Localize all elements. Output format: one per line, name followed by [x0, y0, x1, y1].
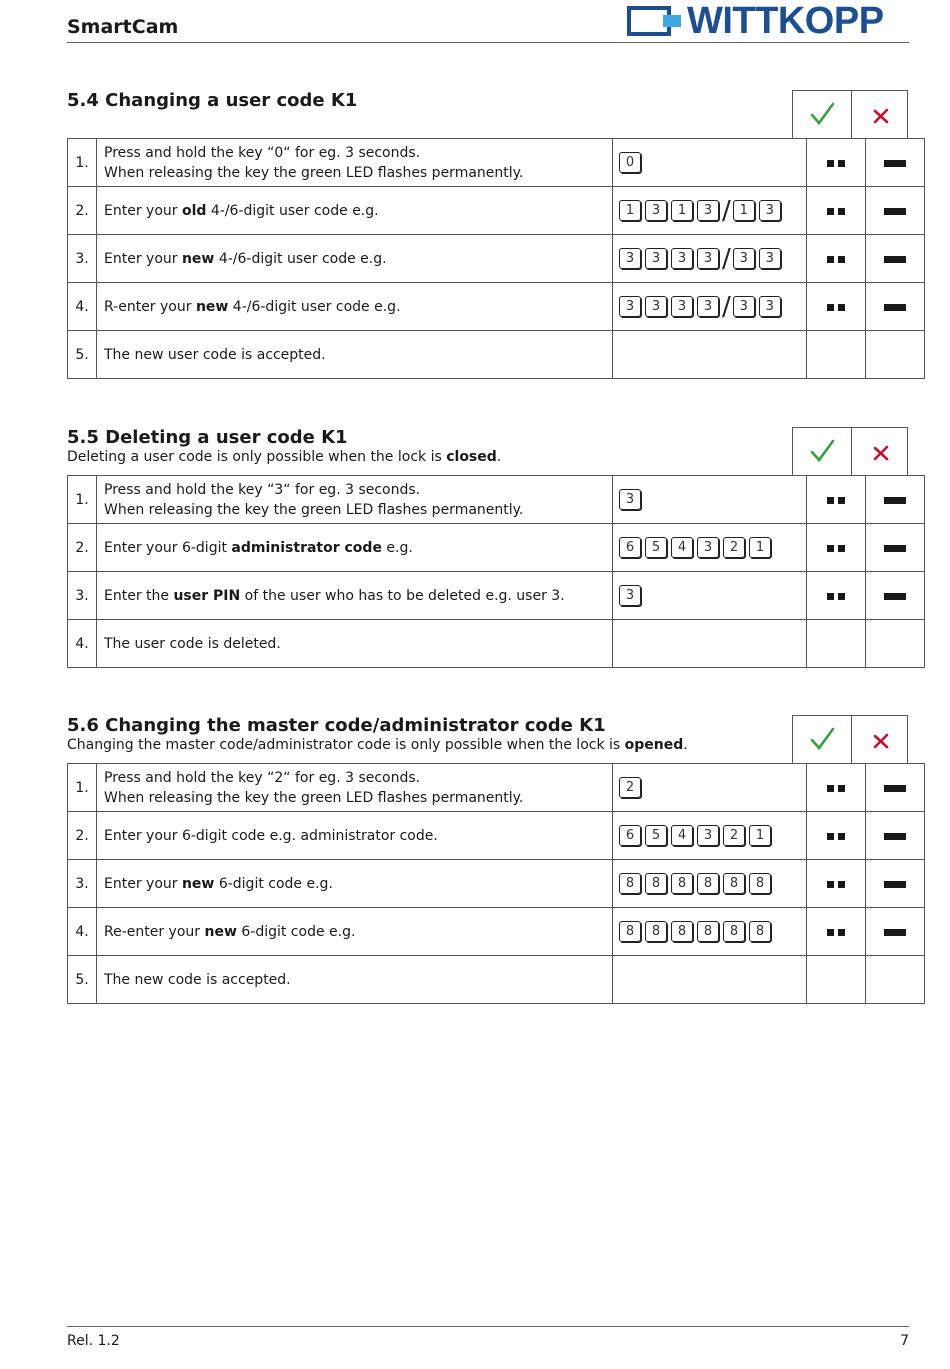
key-row [619, 921, 806, 942]
keypad-key: 3 [759, 248, 781, 269]
led-ok-cell [807, 331, 866, 379]
step-row [68, 235, 925, 283]
step-number: 2. [68, 187, 97, 235]
keypad-key: 4 [671, 537, 693, 558]
keypad-sequence [613, 283, 807, 331]
text-run: 4-/6-digit user code e.g. [206, 202, 379, 219]
step-row [68, 812, 925, 860]
text-run: When releasing the key the green LED flashes permanently. [104, 501, 524, 518]
key-row [619, 489, 806, 510]
keypad-sequence [613, 331, 807, 379]
key-row [619, 291, 806, 322]
keypad-sequence [613, 908, 807, 956]
keypad-key: 3 [619, 585, 641, 606]
led-error-cell [866, 476, 925, 524]
keypad-key: 0 [619, 152, 641, 173]
text-run: of the user who has to be deleted e.g. user 3. [240, 587, 565, 604]
cross-icon [871, 731, 891, 751]
keypad-key: 8 [645, 921, 667, 942]
keypad-key: 1 [733, 200, 755, 221]
check-icon [809, 726, 835, 752]
text-run: 6-digit code e.g. [214, 875, 333, 892]
led-ok-cell [807, 283, 866, 331]
legend-error [852, 726, 910, 755]
key-row [619, 152, 806, 173]
long-blink-icon [884, 833, 906, 840]
step-text [97, 572, 613, 620]
long-blink-icon [884, 497, 906, 504]
text-run: Enter your [104, 202, 182, 219]
emphasis-text: new [181, 875, 215, 892]
step-text [97, 764, 613, 812]
key-row [619, 777, 806, 798]
step-row [68, 908, 925, 956]
blink-dot [827, 545, 834, 552]
step-text [97, 908, 613, 956]
blink-dot [838, 208, 845, 215]
emphasis-text: opened [624, 737, 684, 753]
header-rule [67, 42, 909, 43]
step-text [97, 860, 613, 908]
led-error-cell [866, 524, 925, 572]
step-number: 5. [68, 956, 97, 1004]
step-number: 4. [68, 283, 97, 331]
step-row [68, 764, 925, 812]
keypad-key: 4 [671, 825, 693, 846]
blink-dot [838, 785, 845, 792]
led-error-cell [866, 331, 925, 379]
legend-ok [793, 438, 851, 468]
text-run: Enter your 6-digit [104, 539, 232, 556]
emphasis-text: user PIN [173, 587, 241, 604]
section-title: 5.6 Changing the master code/administrator code K1 [67, 715, 606, 736]
blink-dot [827, 593, 834, 600]
key-row [619, 243, 806, 274]
step-text [97, 524, 613, 572]
keypad-sequence [613, 812, 807, 860]
keypad-key: 5 [645, 825, 667, 846]
text-run: Press and hold the key “3“ for eg. 3 seconds. [104, 481, 421, 498]
result-legend [792, 90, 908, 138]
double-blink-icon [827, 593, 845, 600]
section-title: 5.4 Changing a user code K1 [67, 90, 358, 111]
text-run: Re-enter your [104, 923, 205, 940]
blink-dot [838, 304, 845, 311]
double-blink-icon [827, 304, 845, 311]
logo-mark-icon [627, 5, 685, 37]
keypad-key: 3 [645, 296, 667, 317]
long-blink-icon [884, 881, 906, 888]
step-row [68, 331, 925, 379]
led-ok-cell [807, 476, 866, 524]
keypad-key: 3 [697, 248, 719, 269]
keypad-key: 3 [671, 296, 693, 317]
keypad-key: 8 [619, 873, 641, 894]
blink-dot [827, 256, 834, 263]
step-number: 1. [68, 764, 97, 812]
keypad-key: 8 [723, 873, 745, 894]
keypad-key: 8 [619, 921, 641, 942]
double-blink-icon [827, 881, 845, 888]
key-row [619, 873, 806, 894]
section-subtitle [67, 736, 688, 754]
blink-dot [838, 833, 845, 840]
step-text [97, 956, 613, 1004]
text-run: Press and hold the key “2“ for eg. 3 seconds. [104, 769, 421, 786]
text-run: . [683, 737, 688, 753]
text-run: Changing the master code/administrator code is only possible when the lock is [67, 737, 625, 753]
keypad-key: 3 [697, 825, 719, 846]
keypad-key: 2 [619, 777, 641, 798]
text-run: 4-/6-digit user code e.g. [214, 250, 387, 267]
step-text [97, 235, 613, 283]
keypad-key: 3 [697, 296, 719, 317]
text-run: Press and hold the key “0“ for eg. 3 seconds. [104, 144, 421, 161]
keypad-key: 3 [619, 296, 641, 317]
led-ok-cell [807, 572, 866, 620]
keypad-key: 8 [697, 921, 719, 942]
keypad-key: 3 [759, 296, 781, 317]
keypad-key: 1 [619, 200, 641, 221]
step-text [97, 331, 613, 379]
keypad-sequence [613, 620, 807, 668]
led-error-cell [866, 764, 925, 812]
step-number: 1. [68, 139, 97, 187]
step-number: 4. [68, 908, 97, 956]
keypad-sequence [613, 572, 807, 620]
steps-table [67, 138, 925, 379]
step-row [68, 860, 925, 908]
step-number: 3. [68, 572, 97, 620]
emphasis-text: old [181, 202, 207, 219]
keypad-sequence [613, 476, 807, 524]
check-icon [809, 438, 835, 464]
text-run: When releasing the key the green LED flashes permanently. [104, 789, 524, 806]
steps-table [67, 475, 925, 668]
keypad-key: 3 [671, 248, 693, 269]
double-blink-icon [827, 256, 845, 263]
blink-dot [838, 256, 845, 263]
step-row [68, 476, 925, 524]
long-blink-icon [884, 593, 906, 600]
keypad-key: 6 [619, 537, 641, 558]
led-ok-cell [807, 908, 866, 956]
text-run: Enter your [104, 875, 182, 892]
keypad-key: 5 [645, 537, 667, 558]
blink-dot [827, 833, 834, 840]
led-error-cell [866, 860, 925, 908]
keypad-sequence [613, 860, 807, 908]
keypad-key: 3 [697, 200, 719, 221]
legend-ok [793, 726, 851, 756]
text-run: . [496, 449, 502, 465]
keypad-key: 2 [723, 825, 745, 846]
keypad-key: 6 [619, 825, 641, 846]
keypad-key: 1 [749, 825, 771, 846]
keypad-key: 1 [749, 537, 771, 558]
led-error-cell [866, 956, 925, 1004]
blink-dot [838, 929, 845, 936]
wittkopp-logo [627, 2, 884, 40]
blink-dot [827, 929, 834, 936]
keypad-key: 3 [645, 200, 667, 221]
emphasis-text: new [195, 298, 229, 315]
step-text [97, 187, 613, 235]
keypad-key: 8 [671, 873, 693, 894]
led-error-cell [866, 283, 925, 331]
text-run: Enter the [104, 587, 174, 604]
keypad-key: 3 [645, 248, 667, 269]
keypad-key: 8 [723, 921, 745, 942]
legend-ok [793, 101, 851, 131]
text-run: When releasing the key the green LED flashes permanently. [104, 164, 524, 181]
keypad-sequence [613, 235, 807, 283]
double-blink-icon [827, 497, 845, 504]
long-blink-icon [884, 160, 906, 167]
blink-dot [838, 545, 845, 552]
result-legend [792, 715, 908, 763]
blink-dot [827, 304, 834, 311]
emphasis-text: new [181, 250, 215, 267]
document-title: SmartCam [67, 16, 179, 38]
emphasis-text: closed [446, 449, 497, 465]
double-blink-icon [827, 929, 845, 936]
step-row [68, 187, 925, 235]
led-error-cell [866, 139, 925, 187]
long-blink-icon [884, 929, 906, 936]
keypad-key: 8 [749, 873, 771, 894]
step-number: 3. [68, 860, 97, 908]
keypad-key: 3 [759, 200, 781, 221]
keypad-key: 3 [697, 537, 719, 558]
keypad-key: 3 [733, 296, 755, 317]
long-blink-icon [884, 785, 906, 792]
separator-slash: / [722, 195, 731, 226]
key-row [619, 825, 806, 846]
text-run: e.g. [381, 539, 413, 556]
keypad-key: 8 [697, 873, 719, 894]
keypad-key: 3 [619, 489, 641, 510]
double-blink-icon [827, 208, 845, 215]
blink-dot [827, 208, 834, 215]
key-row [619, 195, 806, 226]
logo-text: WITTKOPP [687, 0, 884, 42]
text-run: Enter your 6-digit code e.g. administrator code. [104, 827, 438, 844]
led-ok-cell [807, 764, 866, 812]
blink-dot [827, 881, 834, 888]
led-ok-cell [807, 860, 866, 908]
cross-icon [871, 443, 891, 463]
result-legend [792, 427, 908, 475]
emphasis-text: new [204, 923, 237, 940]
step-text [97, 139, 613, 187]
keypad-key: 8 [645, 873, 667, 894]
led-ok-cell [807, 956, 866, 1004]
step-number: 2. [68, 524, 97, 572]
legend-error [852, 438, 910, 467]
long-blink-icon [884, 304, 906, 311]
text-run: Deleting a user code is only possible when the lock is [67, 449, 447, 465]
text-run: R-enter your [104, 298, 196, 315]
led-error-cell [866, 908, 925, 956]
step-number: 5. [68, 331, 97, 379]
legend-error [852, 101, 910, 130]
led-ok-cell [807, 235, 866, 283]
long-blink-icon [884, 256, 906, 263]
keypad-sequence [613, 139, 807, 187]
step-row [68, 524, 925, 572]
keypad-key: 2 [723, 537, 745, 558]
double-blink-icon [827, 545, 845, 552]
step-row [68, 956, 925, 1004]
step-row [68, 139, 925, 187]
text-run: The new code is accepted. [104, 971, 291, 988]
keypad-sequence [613, 956, 807, 1004]
step-number: 3. [68, 235, 97, 283]
led-error-cell [866, 812, 925, 860]
step-row [68, 620, 925, 668]
footer-rule [67, 1326, 909, 1327]
separator-slash: / [722, 243, 731, 274]
led-ok-cell [807, 620, 866, 668]
step-text [97, 476, 613, 524]
text-run: 6-digit code e.g. [236, 923, 356, 940]
step-number: 4. [68, 620, 97, 668]
keypad-key: 1 [671, 200, 693, 221]
long-blink-icon [884, 545, 906, 552]
double-blink-icon [827, 160, 845, 167]
blink-dot [838, 593, 845, 600]
key-row [619, 585, 806, 606]
separator-slash: / [722, 291, 731, 322]
led-ok-cell [807, 812, 866, 860]
keypad-sequence [613, 764, 807, 812]
section-title: 5.5 Deleting a user code K1 [67, 427, 348, 448]
step-text [97, 283, 613, 331]
blink-dot [827, 160, 834, 167]
long-blink-icon [884, 208, 906, 215]
cross-icon [871, 106, 891, 126]
text-run: The new user code is accepted. [104, 346, 326, 363]
step-row [68, 283, 925, 331]
blink-dot [838, 881, 845, 888]
step-number: 1. [68, 476, 97, 524]
led-error-cell [866, 620, 925, 668]
led-error-cell [866, 187, 925, 235]
blink-dot [827, 497, 834, 504]
double-blink-icon [827, 833, 845, 840]
step-number: 2. [68, 812, 97, 860]
release-label: Rel. 1.2 [67, 1333, 120, 1349]
step-text [97, 620, 613, 668]
check-icon [809, 101, 835, 127]
keypad-sequence [613, 187, 807, 235]
page-number: 7 [900, 1333, 909, 1349]
keypad-sequence [613, 524, 807, 572]
led-error-cell [866, 235, 925, 283]
step-text [97, 812, 613, 860]
keypad-key: 8 [749, 921, 771, 942]
text-run: The user code is deleted. [104, 635, 281, 652]
double-blink-icon [827, 785, 845, 792]
keypad-key: 3 [733, 248, 755, 269]
text-run: 4-/6-digit user code e.g. [228, 298, 401, 315]
led-ok-cell [807, 187, 866, 235]
emphasis-text: administrator code [231, 539, 382, 556]
blink-dot [838, 497, 845, 504]
steps-table [67, 763, 925, 1004]
keypad-key: 8 [671, 921, 693, 942]
step-row [68, 572, 925, 620]
keypad-key: 3 [619, 248, 641, 269]
blink-dot [827, 785, 834, 792]
text-run: Enter your [104, 250, 182, 267]
led-ok-cell [807, 524, 866, 572]
led-error-cell [866, 572, 925, 620]
key-row [619, 537, 806, 558]
led-ok-cell [807, 139, 866, 187]
blink-dot [838, 160, 845, 167]
section-subtitle [67, 448, 501, 466]
